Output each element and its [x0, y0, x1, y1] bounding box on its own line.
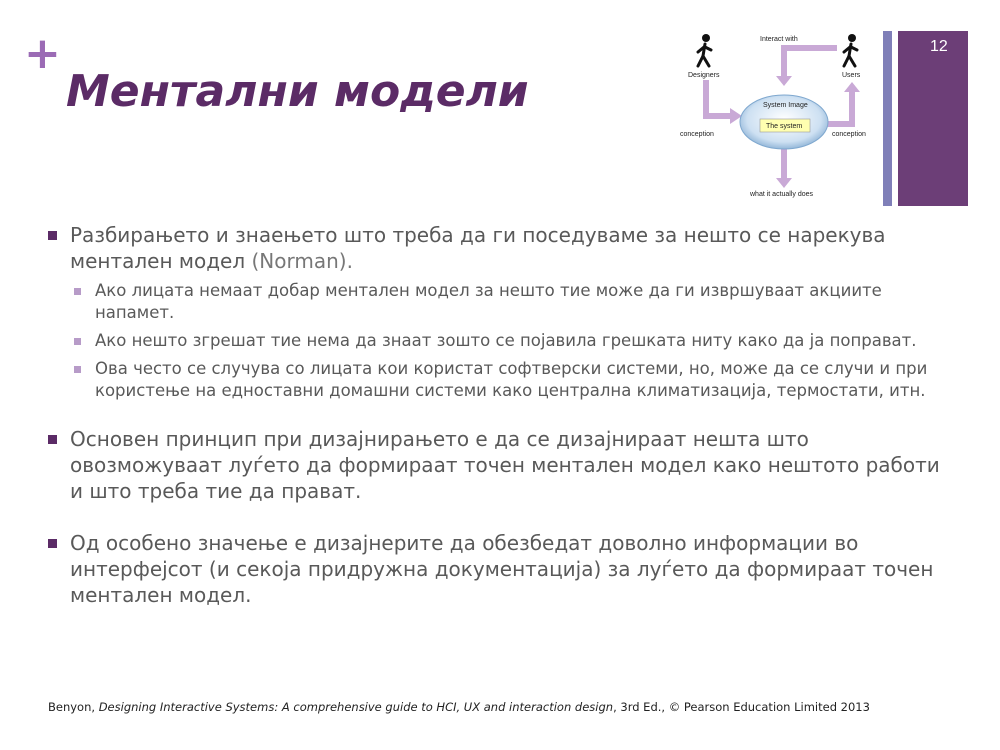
bullet-1-reference: (Norman). — [251, 249, 353, 273]
what-it-does-label: what it actually does — [750, 191, 814, 198]
bullet-marker — [48, 435, 57, 444]
bullet-1-text — [70, 222, 948, 274]
bullet-3 — [48, 530, 948, 608]
conception-right-label: conception — [832, 131, 866, 138]
sub-bullet-marker — [74, 288, 81, 295]
bullet-1-main-text: Разбирањето и знаењето што треба да ги поседуваме за нешто се нарекува ментален модел — [70, 223, 886, 273]
footer-edition: , 3rd Ed., © Pearson Education Limited 2013 — [613, 700, 870, 714]
users-label: Users — [842, 72, 861, 79]
arrow-interact-with — [784, 48, 837, 76]
decorative-blue-bar — [883, 31, 892, 206]
sub-bullet-2-text: Ако нешто згрешат тие нема да знаат зошто се појавила грешката ниту како да ја поправат. — [95, 331, 917, 350]
user-walking-icon — [844, 34, 857, 66]
bullet-marker — [48, 539, 57, 548]
bullet-3-text: Од особено значење е дизајнерите да обезбедат доволно информации во интерфејсот (и секоја придружна документација) за луѓето да формираат точен ментален модел. — [70, 531, 934, 607]
sub-bullet-3 — [74, 358, 948, 402]
bullet-2 — [48, 426, 948, 504]
bullet-1 — [48, 222, 948, 274]
page-number: 12 — [930, 38, 948, 55]
slide-title: Ментални модели — [66, 66, 529, 117]
interact-with-label: Interact with — [760, 36, 798, 43]
sub-bullet-marker — [74, 366, 81, 373]
plus-decoration: + — [24, 28, 61, 79]
system-image-label: System Image — [763, 102, 808, 109]
slide-content — [48, 222, 948, 614]
sub-bullet-2 — [74, 330, 948, 352]
citation-footer — [48, 700, 870, 714]
bullet-marker — [48, 231, 57, 240]
footer-book-title: Designing Interactive Systems: A comprehensive guide to HCI, UX and interaction design — [98, 700, 614, 714]
sub-bullet-3-text: Ова често се случува со лицата кои користат софтверски системи, но, може да се случи и при користење на едноставни домашни системи како централна климатизација, термостати, итн. — [95, 359, 928, 400]
conception-left-label: conception — [680, 131, 714, 138]
sub-bullet-1-text: Ако лицата немаат добар ментален модел за нешто тие може да ги извршуваат акциите напамет. — [95, 281, 882, 322]
footer-author: Benyon, — [48, 700, 99, 714]
bullet-2-text: Основен принцип при дизајнирањето е да се дизајнираат нешта што овозможуваат луѓето да формираат точен ментален модел како нештото работи и што треба тие да прават. — [70, 427, 940, 503]
arrow-designers-to-system — [706, 80, 730, 116]
designer-walking-icon — [698, 34, 711, 66]
sub-bullet-marker — [74, 338, 81, 345]
the-system-label: The system — [766, 123, 803, 130]
mental-model-diagram — [672, 28, 882, 203]
decorative-purple-bar — [898, 31, 968, 206]
sub-bullet-1 — [74, 280, 948, 324]
designers-label: Designers — [688, 72, 720, 79]
